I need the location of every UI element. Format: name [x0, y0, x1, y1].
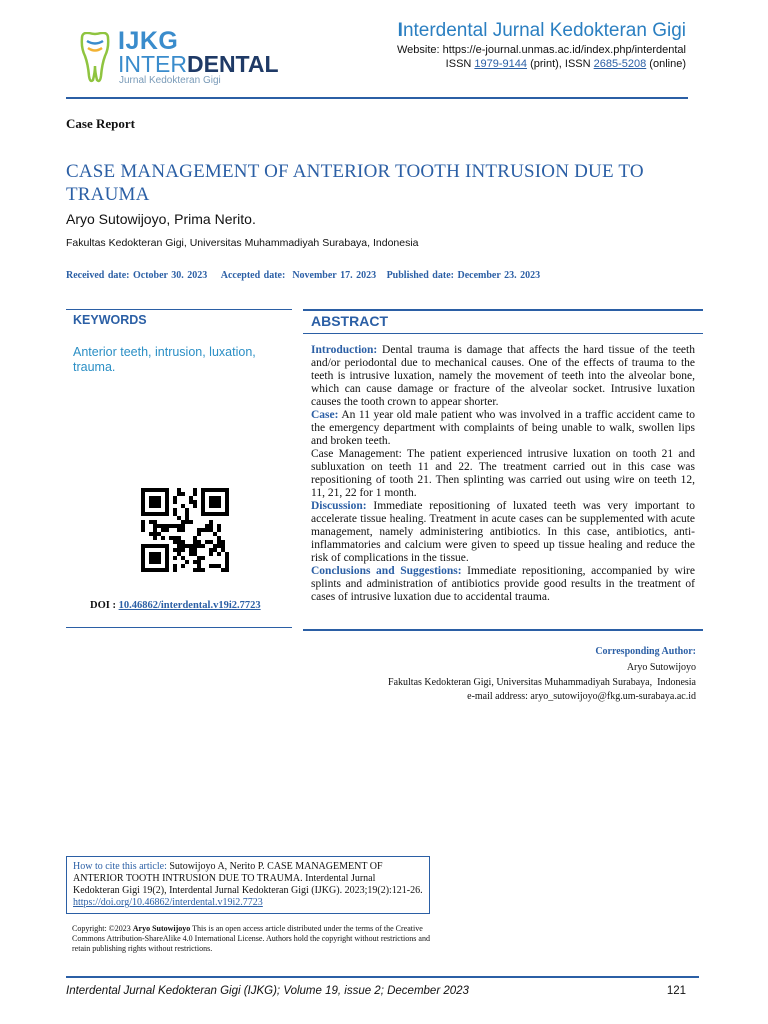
- conclusion-text: Immediate repositioning, accompanied by wire splints and administration of antibiotics provide good results in the treatment of cases of intrusive luxation due to accidental trauma.: [311, 565, 695, 603]
- journal-title-initial: I: [397, 20, 403, 41]
- keywords-bottom-divider: [66, 627, 292, 628]
- issn-online-suffix: (online): [646, 58, 686, 70]
- keywords-divider: [66, 309, 292, 310]
- journal-title: [398, 20, 686, 42]
- abstract-bottom-divider: [303, 629, 703, 631]
- keywords-text: Anterior teeth, intrusion, luxation, trauma.: [73, 345, 256, 374]
- copyright-holder: Aryo Sutowijoyo: [132, 924, 191, 933]
- introduction-label: Introduction:: [311, 344, 378, 356]
- keywords-heading: KEYWORDS: [73, 313, 147, 327]
- logo-inter-part: INTER: [118, 51, 187, 77]
- abstract-top-divider: [303, 309, 703, 311]
- tooth-logo-icon: [78, 32, 112, 84]
- citation-text: Sutowijoyo A, Nerito P. CASE MANAGEMENT OF ANTERIOR TOOTH INTRUSION DUE TO TRAUMA. Interdental Jurnal Kedokteran Gigi 19(2), Interdental Jurnal Kedokteran Gigi (IJKG). 2023;19(2):121-26.: [73, 861, 423, 896]
- article-authors: Aryo Sutowijoyo, Prima Nerito.: [66, 211, 256, 227]
- journal-issn: [446, 58, 686, 70]
- introduction-text: Dental trauma is damage that affects the hard tissue of the teeth and/or periodontal due to mechanical causes. One of the effects of trauma to the teeth is intrusive luxation, namely the movement of teeth into the alveolar bone, which can cause damage or fracture of the alveolar socket. Intrusive luxation causes the tooth crown to appear shorter.: [311, 344, 695, 408]
- journal-logo: [72, 28, 304, 90]
- abstract-management: Case Management: The patient experienced intrusive luxation on tooth 21 and subluxation on teeth 11 and 22. The treatment carried out in this case was repositioning of tooth 21. Then splinting was carried out using wire on teeth 12, 11, 21, 22 for 1 month.: [311, 448, 695, 499]
- conclusion-label: Conclusions and Suggestions:: [311, 565, 462, 577]
- issn-print-suffix: (print), ISSN: [527, 58, 594, 70]
- doi-line: [90, 600, 261, 611]
- logo-interdental-text: [118, 51, 279, 77]
- corresponding-heading: Corresponding Author:: [595, 646, 696, 657]
- abstract-discussion: [311, 500, 695, 565]
- citation-link[interactable]: https://doi.org/10.46862/interdental.v19i2.7723: [73, 897, 263, 908]
- logo-ijkg-text: IJKG: [118, 27, 179, 55]
- page-number: 121: [666, 985, 686, 997]
- case-label: Case:: [311, 409, 339, 421]
- qr-code-icon: [141, 488, 229, 572]
- abstract-heading-divider: [303, 333, 703, 334]
- corresponding-affiliation: Fakultas Kedokteran Gigi, Universitas Muhammadiyah Surabaya, Indonesia: [388, 677, 696, 688]
- logo-subtitle: Jurnal Kedokteran Gigi: [119, 75, 221, 86]
- abstract-body: [311, 344, 695, 604]
- abstract-conclusion: [311, 565, 695, 604]
- copyright-text: This is an open access article distributed under the terms of the Creative Commons Attribution-ShareAlike 4.0 International License. Authors hold the copyright without restrictions and retain publishing rights without restrictions.: [72, 924, 430, 953]
- doi-label: DOI :: [90, 600, 119, 611]
- issn-online-link[interactable]: 2685-5208: [593, 58, 647, 70]
- abstract-case: [311, 409, 695, 448]
- discussion-label: Discussion:: [311, 500, 367, 512]
- journal-title-rest: nterdental Jurnal Kedokteran Gigi: [402, 20, 686, 41]
- abstract-heading: ABSTRACT: [311, 313, 388, 329]
- logo-dental-part: DENTAL: [187, 51, 279, 77]
- doi-link[interactable]: 10.46862/interdental.v19i2.7723: [118, 600, 261, 611]
- abstract-introduction: [311, 344, 695, 409]
- corresponding-email: e-mail address: aryo_sutowijoyo@fkg.um-surabaya.ac.id: [467, 691, 696, 702]
- header-divider: [66, 97, 688, 99]
- issn-prefix: ISSN: [445, 58, 475, 70]
- case-text: An 11 year old male patient who was involved in a traffic accident came to the emergency department with complaints of being unable to walk, swollen lips and broken teeth.: [311, 409, 695, 447]
- copyright-prefix: Copyright: ©2023: [72, 924, 133, 933]
- article-title: CASE MANAGEMENT OF ANTERIOR TOOTH INTRUSION DUE TO TRAUMA: [66, 161, 644, 205]
- copyright-notice: [72, 924, 432, 954]
- article-affiliation: Fakultas Kedokteran Gigi, Universitas Muhammadiyah Surabaya, Indonesia: [66, 237, 419, 249]
- footer-divider: [66, 976, 699, 978]
- article-dates: Received date: October 30. 2023 Accepted date: November 17. 2023 Published date: December 23. 2023: [66, 270, 541, 281]
- article-type: Case Report: [66, 116, 135, 131]
- issn-print-link[interactable]: 1979-9144: [474, 58, 528, 70]
- citation-box: [66, 856, 430, 914]
- journal-website: Website: https://e-journal.unmas.ac.id/index.php/interdental: [396, 44, 686, 56]
- footer-citation: Interdental Jurnal Kedokteran Gigi (IJKG); Volume 19, issue 2; December 2023: [66, 985, 469, 997]
- corresponding-name: Aryo Sutowijoyo: [626, 662, 696, 673]
- discussion-text: Immediate repositioning of luxated teeth was very important to accelerate tissue healing. Treatment in acute cases can be supplemented with acute management, namely administering antibiotics. In this case, antibiotics, anti-inflammatories and calcium were given to speed up tissue healing and reduce the risk of complications in the tissue.: [311, 500, 695, 564]
- citation-label: How to cite this article:: [73, 861, 167, 872]
